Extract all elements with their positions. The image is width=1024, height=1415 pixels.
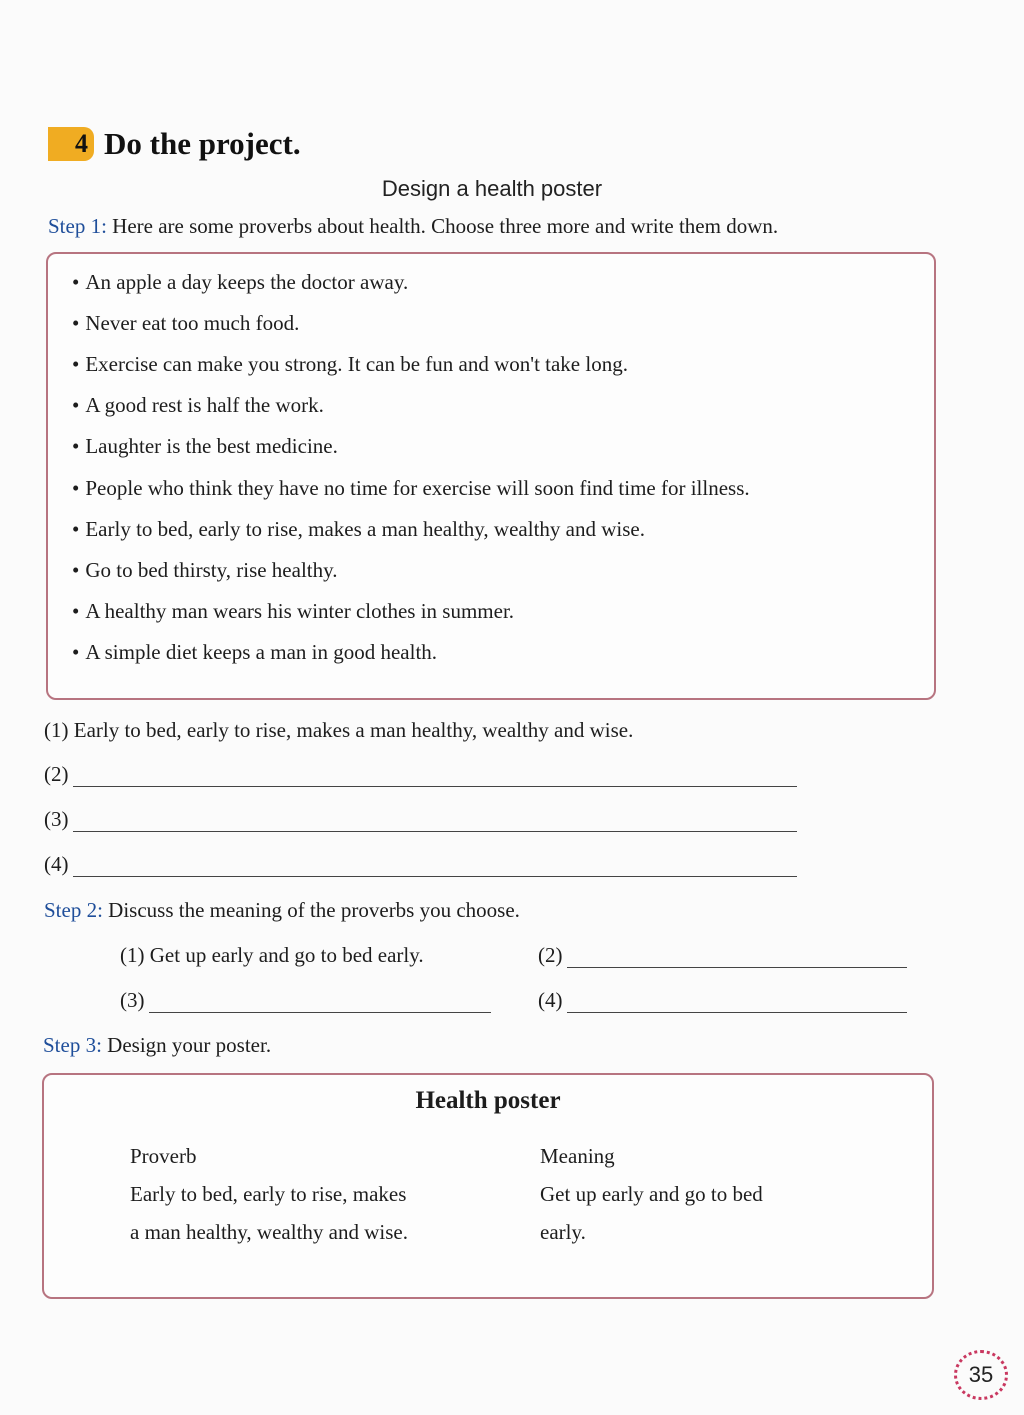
step3-label: Step 3: (43, 1033, 102, 1057)
poster-meaning-column (540, 1137, 763, 1251)
proverb-item: • Exercise can make you strong. It can be fun and won't take long. (72, 352, 628, 376)
step2-answer-3 (120, 988, 491, 1013)
step1-text: Here are some proverbs about health. Choose three more and write them down. (112, 214, 779, 238)
section-title: Do the project. (104, 126, 301, 161)
proverb-item: • An apple a day keeps the doctor away. (72, 270, 409, 294)
proverb-item: • A simple diet keeps a man in good health. (72, 640, 438, 664)
section-number: 4 (75, 129, 88, 158)
answer-number: (2) (44, 762, 69, 786)
page-number-badge (954, 1350, 1008, 1400)
page-number: 35 (968, 1362, 994, 1387)
answer-blank-line[interactable] (73, 856, 797, 877)
step2-answer-1 (120, 943, 424, 968)
answer-blank-line[interactable] (73, 811, 797, 832)
answer-number: (4) (538, 988, 563, 1012)
answer-number: (1) (120, 943, 145, 967)
answer-number: (3) (44, 807, 69, 831)
section-heading (48, 126, 301, 162)
answer-number: (2) (538, 943, 563, 967)
proverb-item: • Go to bed thirsty, rise healthy. (72, 558, 338, 582)
proverb-line: a man healthy, wealthy and wise. (130, 1220, 408, 1244)
step2-answer-4 (538, 988, 907, 1013)
step1-answer-1 (44, 718, 633, 743)
step2-label: Step 2: (44, 898, 103, 922)
step2-instruction (44, 898, 520, 923)
proverb-line: Early to bed, early to rise, makes (130, 1182, 407, 1206)
step1-instruction (48, 214, 778, 239)
project-subtitle: Design a health poster (381, 176, 603, 201)
step1-answer-3 (44, 807, 797, 832)
answer-blank-line[interactable] (149, 992, 491, 1013)
poster-proverb-column (130, 1137, 408, 1251)
answer-text: Early to bed, early to rise, makes a man healthy, wealthy and wise. (73, 718, 634, 742)
proverb-item: • Never eat too much food. (72, 311, 300, 335)
answer-blank-line[interactable] (73, 766, 797, 787)
section-number-badge (48, 127, 94, 161)
answer-blank-line[interactable] (567, 992, 907, 1013)
step1-answer-4 (44, 852, 797, 877)
step1-label: Step 1: (48, 214, 107, 238)
proverb-item: • Early to bed, early to rise, makes a man healthy, wealthy and wise. (72, 517, 645, 541)
health-poster-box (42, 1073, 934, 1299)
proverb-item: • People who think they have no time for exercise will soon find time for illness. (72, 476, 750, 500)
answer-blank-line[interactable] (567, 947, 907, 968)
proverb-item: • Laughter is the best medicine. (72, 434, 338, 458)
meaning-line: early. (540, 1220, 586, 1244)
step1-answer-2 (44, 762, 797, 787)
step2-text: Discuss the meaning of the proverbs you choose. (108, 898, 520, 922)
poster-title: Health poster (415, 1087, 561, 1114)
meaning-header: Meaning (540, 1144, 615, 1168)
proverb-item: • A healthy man wears his winter clothes in summer. (72, 599, 515, 623)
proverb-header: Proverb (130, 1144, 197, 1168)
answer-number: (1) (44, 718, 69, 742)
answer-number: (3) (120, 988, 145, 1012)
proverb-item: • A good rest is half the work. (72, 393, 324, 417)
proverbs-box (46, 252, 936, 700)
answer-text: Get up early and go to bed early. (149, 943, 424, 967)
step3-text: Design your poster. (107, 1033, 272, 1057)
answer-number: (4) (44, 852, 69, 876)
step3-instruction (43, 1033, 271, 1058)
step2-answer-2 (538, 943, 907, 968)
meaning-line: Get up early and go to bed (540, 1182, 763, 1206)
